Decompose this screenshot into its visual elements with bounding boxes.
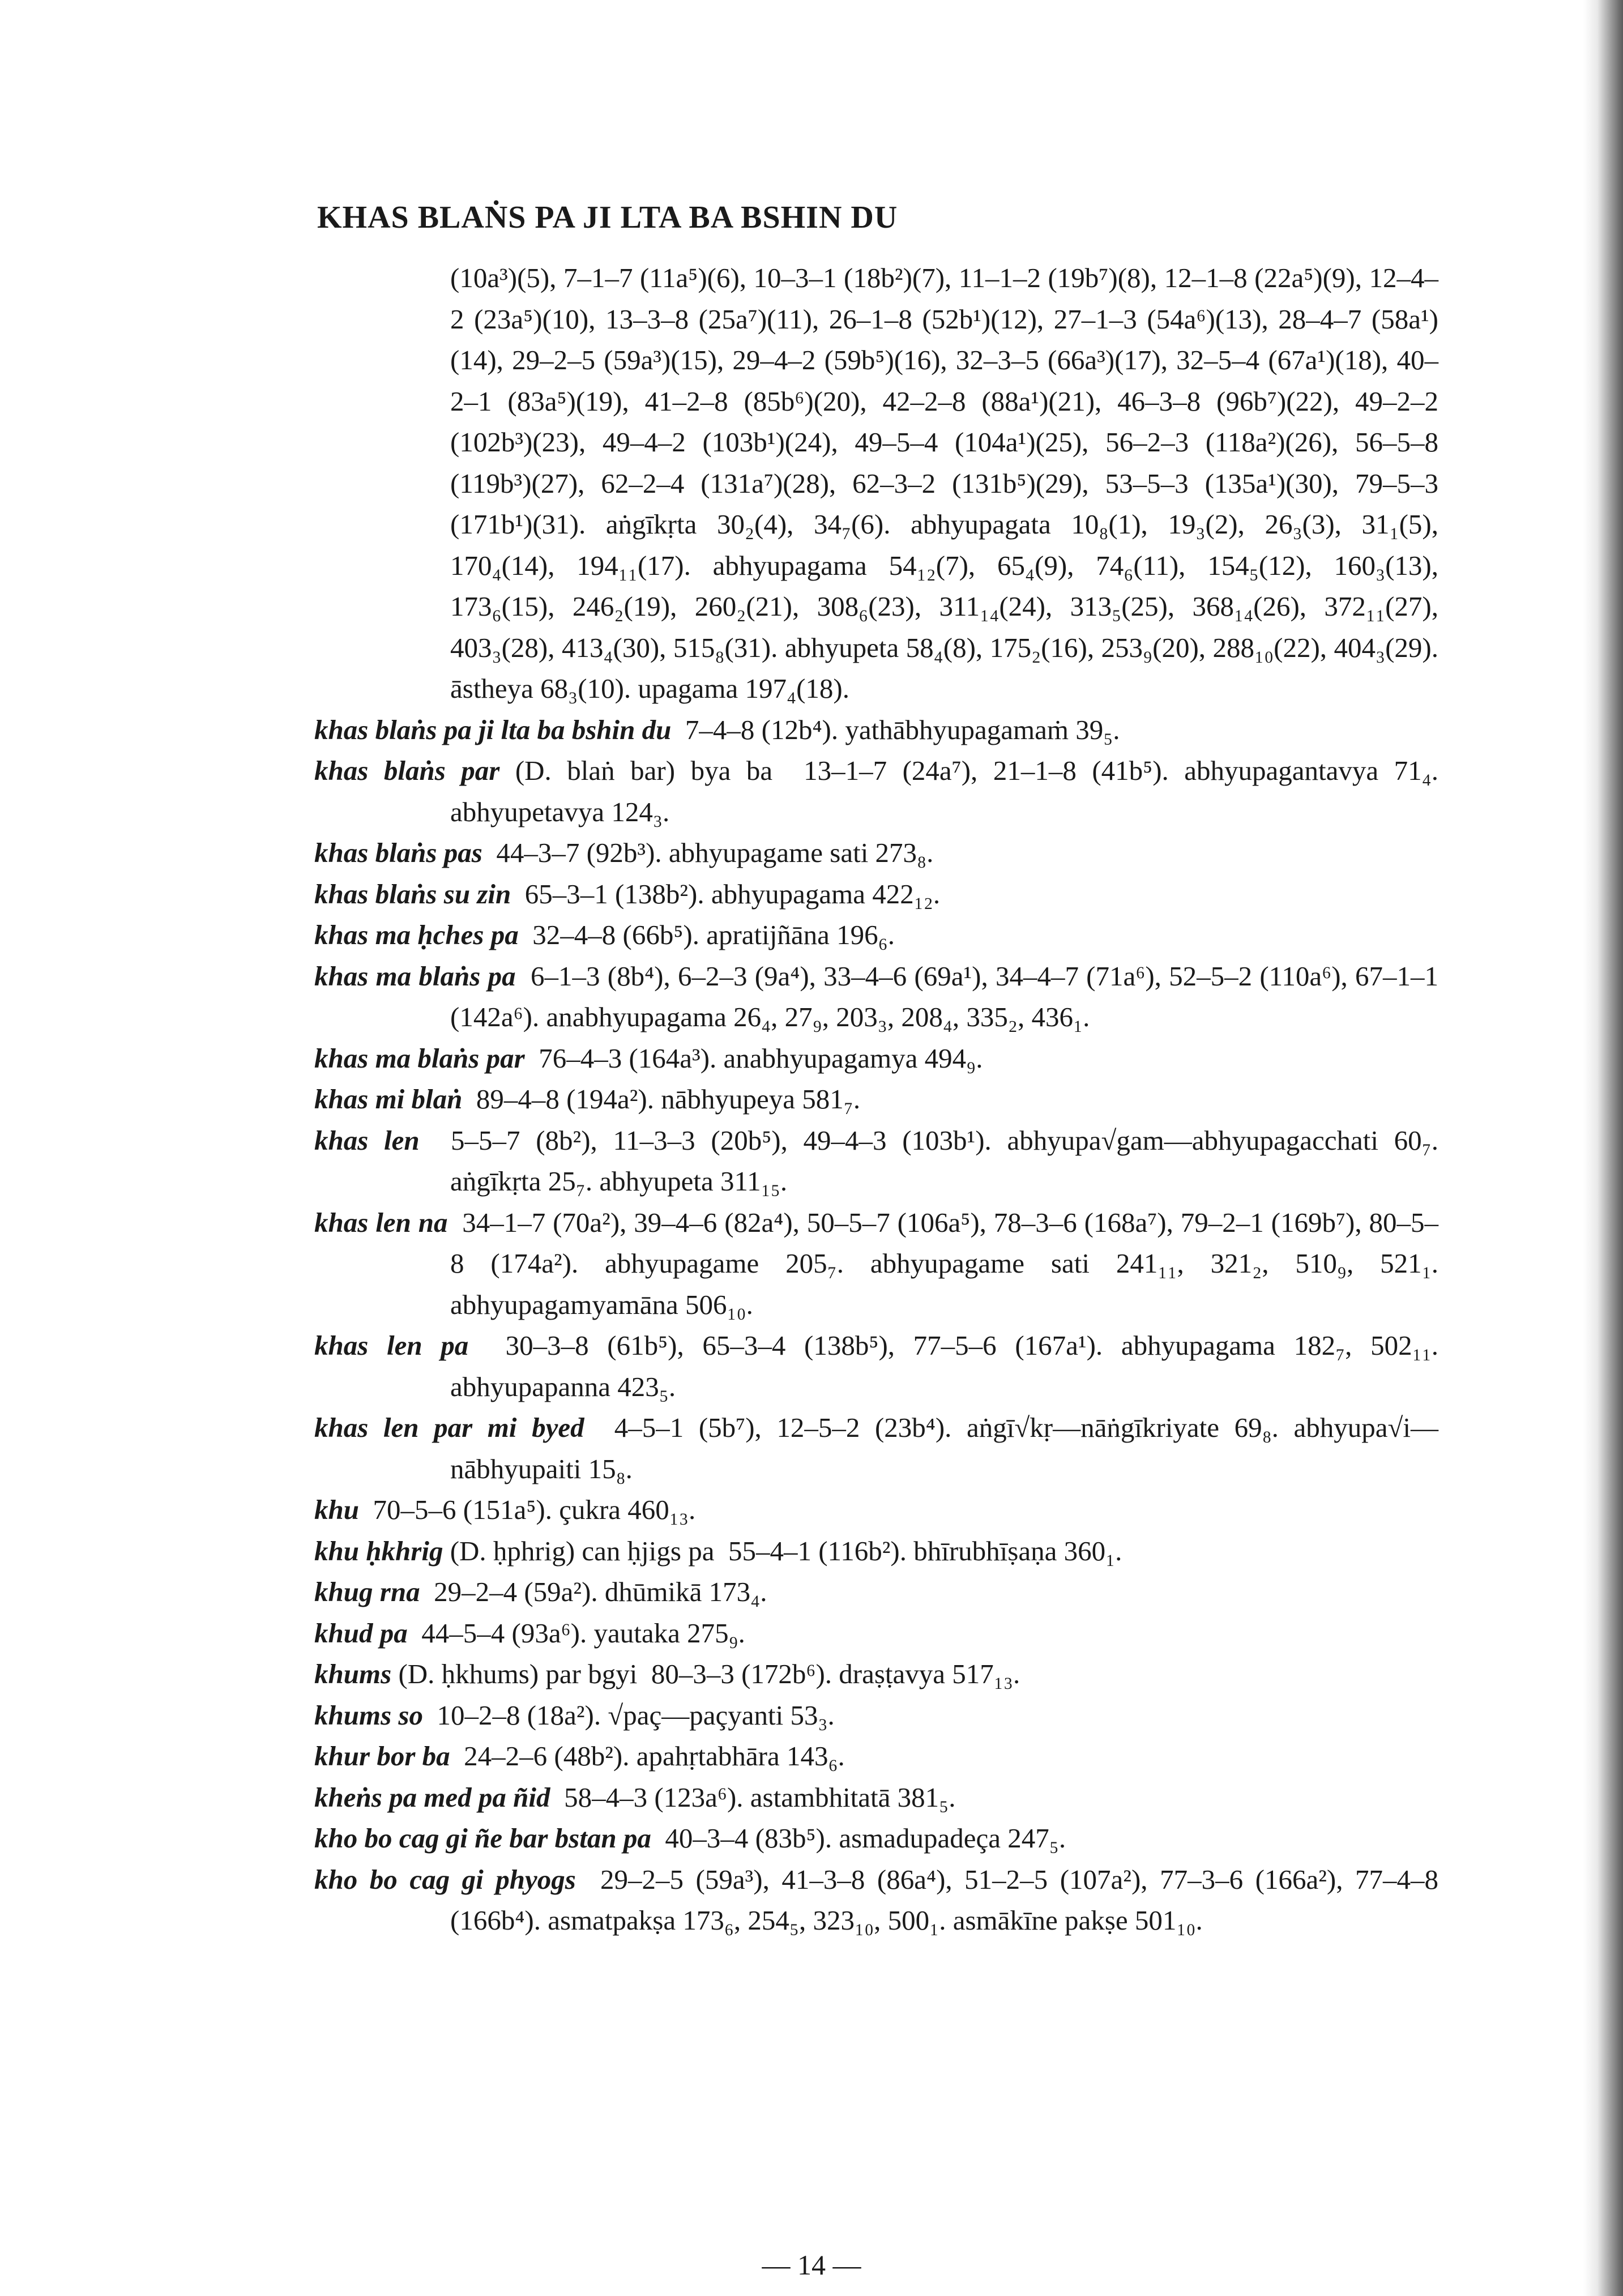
dictionary-entry bbox=[314, 1038, 1438, 1079]
dictionary-entry bbox=[314, 750, 1446, 833]
scan-edge bbox=[1583, 0, 1623, 2296]
entry-references: 7–4–8 (12b⁴). yathābhyupagamaṁ 39₅. bbox=[671, 714, 1120, 745]
entry-references: (D. ḥkhums) par bgyi 80–3–3 (172b⁶). draṣṭavya 517₁₃. bbox=[391, 1658, 1020, 1689]
entry-headword: khas ma blaṅs pa bbox=[314, 960, 516, 992]
dictionary-entry bbox=[314, 915, 1438, 956]
entry-headword: khas len na bbox=[314, 1206, 448, 1238]
dictionary-entry bbox=[314, 1531, 1438, 1572]
entry-references: 58–4–3 (123a⁶). astambhitatā 381₅. bbox=[550, 1781, 956, 1813]
entries bbox=[314, 258, 1446, 1941]
dictionary-entry bbox=[314, 1818, 1438, 1859]
entry-headword: khas mi blaṅ bbox=[314, 1083, 463, 1115]
entry-references: 29–2–4 (59a²). dhūmikā 173₄. bbox=[420, 1576, 767, 1607]
entry-headword: khums bbox=[314, 1658, 392, 1689]
dictionary-entry bbox=[314, 1777, 1438, 1819]
dictionary-entry bbox=[314, 1695, 1438, 1736]
entry-headword: khas blaṅs su zin bbox=[314, 878, 511, 910]
entry-references: (D. blaṅ bar) bya ba 13–1–7 (24a⁷), 21–1–8 (41b⁵). abhyupagantavya 71₄. abhyupetavya 124₃. bbox=[450, 755, 1446, 827]
entry-references: 4–5–1 (5b⁷), 12–5–2 (23b⁴). aṅgī√kṛ—nāṅgīkriyate 69₈. abhyupa√i—nābhyupaiti 15₈. bbox=[450, 1412, 1439, 1484]
entry-headword: khas ma ḥches pa bbox=[314, 919, 519, 950]
entry-headword: khas blaṅs pas bbox=[314, 837, 482, 868]
dictionary-entry bbox=[314, 1613, 1438, 1654]
continuation-text: (10a³)(5), 7–1–7 (11a⁵)(6), 10–3–1 (18b²)(7), 11–1–2 (19b⁷)(8), 12–1–8 (22a⁵)(9), 12–4–2 (23a⁵)(10), 13–3–8 (25a⁷)(11), 26–1–8 (52b¹)(12), 27–1–3 (54a⁶)(13), 28–4–7 (58a¹)(14), 29–2–5 (59a³)(15), 29–4–2 (59b⁵)(16), 32–3–5 (66a³)(17), 32–5–4 (67a¹)(18), 40–2–1 (83a⁵)(19), 41–2–8 (85b⁶)(20), 42–2–8 (88a¹)(21), 46–3–8 (96b⁷)(22), 49–2–2 (102b³)(23), 49–4–2 (103b¹)(24), 49–5–4 (104a¹)(25), 56–2–3 (118a²)(26), 56–5–8 (119b³)(27), 62–2–4 (131a⁷)(28), 62–3–2 (131b⁵)(29), 53–5–3 (135a¹)(30), 79–5–3 (171b¹)(31). aṅgīkṛta 30₂(4), 34₇(6). abhyupagata 10₈(1), 19₃(2), 26₃(3), 31₁(5), 170₄(14), 194₁₁(17). abhyupagama 54₁₂(7), 65₄(9), 74₆(11), 154₅(12), 160₃(13), 173₆(15), 246₂(19), 260₂(21), 308₆(23), 311₁₄(24), 313₅(25), 368₁₄(26), 372₁₁(27), 403₃(28), 413₄(30), 515₈(31). abhyupeta 58₄(8), 175₂(16), 253₉(20), 288₁₀(22), 404₃(29). āstheya 68₃(10). upagama 197₄(18). bbox=[450, 262, 1446, 704]
entry-headword: khas blaṅs pa ji lta ba bshin du bbox=[314, 714, 672, 745]
entry-references: 6–1–3 (8b⁴), 6–2–3 (9a⁴), 33–4–6 (69a¹), 34–4–7 (71a⁶), 52–5–2 (110a⁶), 67–1–1 (142a⁶). anabhyupagama 26₄, 27₉, 203₃, 208₄, 335₂, 436₁. bbox=[450, 960, 1446, 1032]
entry-headword: khug rna bbox=[314, 1576, 420, 1607]
entry-references: 24–2–6 (48b²). apahṛtabhāra 143₆. bbox=[450, 1740, 845, 1772]
entry-references: 44–5–4 (93a⁶). yautaka 275₉. bbox=[407, 1617, 745, 1649]
dictionary-entry bbox=[314, 1120, 1446, 1202]
dictionary-entry bbox=[314, 1736, 1438, 1777]
entry-headword: kho bo cag gi phyogs bbox=[314, 1863, 576, 1895]
entry-headword: khu ḥkhrig bbox=[314, 1535, 443, 1567]
entry-references: 34–1–7 (70a²), 39–4–6 (82a⁴), 50–5–7 (106a⁵), 78–3–6 (168a⁷), 79–2–1 (169b⁷), 80–5–8 (174a²). abhyupagame 205₇. abhyupagame sati 241₁₁, 321₂, 510₉, 521₁. abhyupagamyamāna 506₁₀. bbox=[447, 1206, 1446, 1320]
dictionary-entry bbox=[314, 1654, 1438, 1695]
entry-references: 40–3–4 (83b⁵). asmadupadeça 247₅. bbox=[651, 1823, 1066, 1854]
dictionary-entry bbox=[314, 1407, 1438, 1490]
entry-headword: khas len par mi byed bbox=[314, 1412, 584, 1443]
dictionary-entry bbox=[314, 833, 1438, 874]
entry-headword: khas len bbox=[314, 1124, 420, 1156]
dictionary-entry bbox=[314, 956, 1446, 1038]
dictionary-entry bbox=[314, 1859, 1446, 1941]
entry-headword: kheṅs pa med pa ñid bbox=[314, 1781, 550, 1813]
entry-references: 30–3–8 (61b⁵), 65–3–4 (138b⁵), 77–5–6 (167a¹). abhyupagama 182₇, 502₁₁. abhyupapanna 423₅. bbox=[450, 1330, 1446, 1402]
dictionary-entry bbox=[314, 1572, 1438, 1613]
dictionary-entry bbox=[314, 1325, 1446, 1407]
entry-headword: khur bor ba bbox=[314, 1740, 450, 1772]
entry-references: 44–3–7 (92b³). abhyupagame sati 273₈. bbox=[482, 837, 934, 868]
entry-headword: khud pa bbox=[314, 1617, 408, 1649]
entry-headword: kho bo cag gi ñe bar bstan pa bbox=[314, 1823, 651, 1854]
dictionary-entry bbox=[314, 710, 1438, 751]
entry-references: 32–4–8 (66b⁵). apratijñāna 196₆. bbox=[518, 919, 895, 950]
entry-headword: khu bbox=[314, 1494, 360, 1525]
dictionary-entry bbox=[314, 874, 1438, 915]
entry-references: 89–4–8 (194a²). nābhyupeya 581₇. bbox=[462, 1083, 861, 1115]
entry-references: 5–5–7 (8b²), 11–3–3 (20b⁵), 49–4–3 (103b¹). abhyupa√gam—abhyupagacchati 60₇. aṅgīkṛta 25₇. abhyupeta 311₁₅. bbox=[419, 1124, 1446, 1197]
entry-headword: khas len pa bbox=[314, 1330, 469, 1361]
entry-list bbox=[314, 710, 1446, 1941]
entry-references: 76–4–3 (164a³). anabhyupagamya 494₉. bbox=[524, 1042, 983, 1074]
entry-references: 29–2–5 (59a³), 41–3–8 (86a⁴), 51–2–5 (107a²), 77–3–6 (166a²), 77–4–8 (166b⁴). asmatpakṣa 173₆, 254₅, 323₁₀, 500₁. asmākīne pakṣe 501₁₀. bbox=[450, 1863, 1446, 1936]
dictionary-entry bbox=[314, 1490, 1438, 1531]
running-header: KHAS BLAṄS PA JI LTA BA BSHIN DU bbox=[317, 200, 898, 235]
entry-references: 10–2–8 (18a²). √paç—paçyanti 53₃. bbox=[423, 1699, 835, 1731]
entry-references: (D. ḥphrig) can ḥjigs pa 55–4–1 (116b²). bhīrubhīṣaṇa 360₁. bbox=[443, 1535, 1122, 1567]
entry-headword: khas blaṅs par bbox=[314, 755, 500, 786]
entry-headword: khas ma blaṅs par bbox=[314, 1042, 525, 1074]
dictionary-entry bbox=[314, 1202, 1446, 1326]
entry-references: 70–5–6 (151a⁵). çukra 460₁₃. bbox=[359, 1494, 696, 1525]
page-number: — 14 — bbox=[762, 2249, 861, 2281]
entry-references: 65–3–1 (138b²). abhyupagama 422₁₂. bbox=[511, 878, 941, 910]
dictionary-entry bbox=[314, 1079, 1438, 1120]
entry-headword: khums so bbox=[314, 1699, 424, 1731]
